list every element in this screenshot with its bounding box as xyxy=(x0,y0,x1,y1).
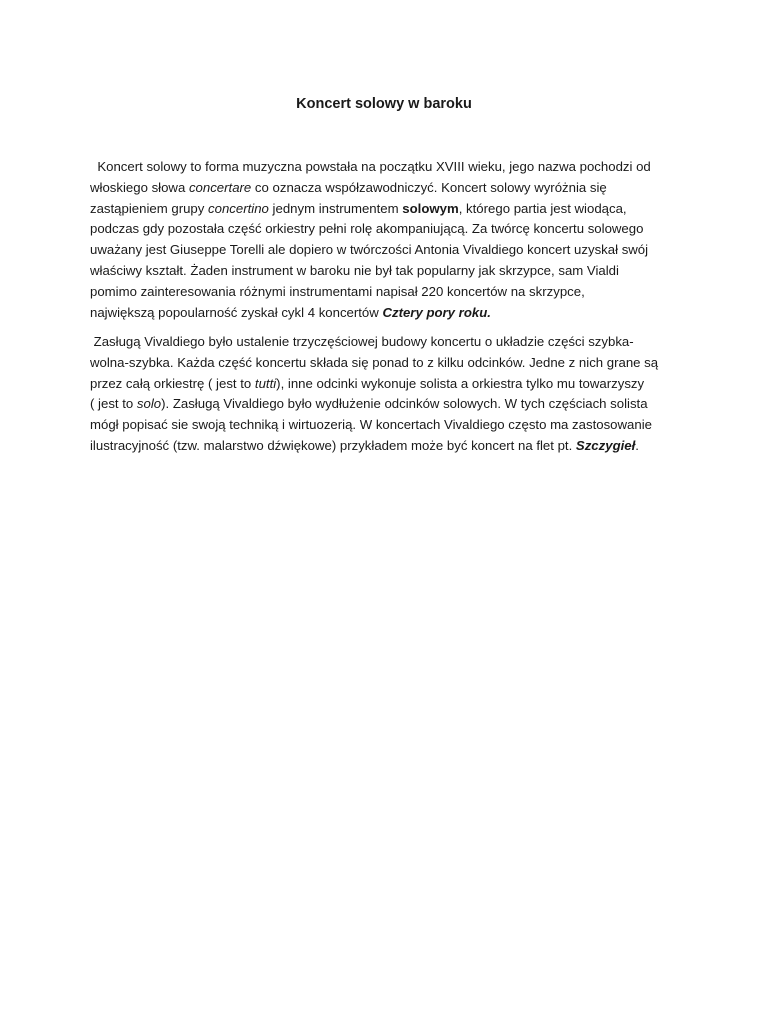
p2-line-1 xyxy=(90,332,682,353)
p1-line-2-text-c: co oznacza współzawodniczyć. Koncert solowy wyróżnia się xyxy=(251,179,607,195)
p1-line-8 xyxy=(90,303,682,324)
p2-line-3-text-a: przez całą orkiestrę ( jest to xyxy=(90,375,255,391)
p2-line-4-text-c: ). Zasługą Vivaldiego było wydłużenie odcinków solowych. W tych częściach solista xyxy=(161,396,648,412)
p1-line-3-text-a: zastąpieniem grupy xyxy=(90,200,209,216)
p2-line-6-text-c: . xyxy=(635,437,639,453)
p2-line-3-text-c: ), inne odcinki wykonuje solista a orkiestra tylko mu towarzyszy xyxy=(276,375,645,391)
p1-line-3-text-e: , którego partia jest wiodąca, xyxy=(458,200,627,216)
p1-line-7: pomimo zainteresowania różnymi instrumentami napisał 220 koncertów na skrzypce, xyxy=(90,283,585,299)
term-concertare: concertare xyxy=(188,179,252,195)
p2-line-6 xyxy=(90,436,682,457)
p1-line-6: właściwy kształt. Żaden instrument w baroku nie był tak popularny jak skrzypce, sam Vialdi xyxy=(90,262,619,278)
paragraph-1 xyxy=(90,157,682,323)
p1-line-4: podczas gdy pozostała część orkiestry pełni rolę akompaniującą. Za twórcę koncertu solowego xyxy=(90,221,644,237)
p2-line-4 xyxy=(90,394,682,415)
p2-line-1-text: Zasługą Vivaldiego było ustalenie trzyczęściowej budowy koncertu o układzie części szybka- xyxy=(90,334,634,349)
p1-line-1-text: Koncert solowy to forma muzyczna powstała na początku XVIII wieku, jego nazwa pochodzi od xyxy=(90,159,651,174)
term-solowym: solowym xyxy=(402,200,459,216)
p2-line-2: wolna-szybka. Każda część koncertu składa się ponad to z kilku odcinków. Jedne z nich grane są xyxy=(90,354,659,370)
p1-line-2 xyxy=(90,178,682,199)
p1-line-5: uważany jest Giuseppe Torelli ale dopiero w twórczości Antonia Vivaldiego koncert uzyskał swój xyxy=(90,242,649,258)
term-solo: solo xyxy=(136,396,162,412)
term-tutti: tutti xyxy=(254,375,277,391)
p1-line-2-text-a: włoskiego słowa xyxy=(90,179,189,195)
p2-line-3 xyxy=(90,374,682,395)
document-title: Koncert solowy w baroku xyxy=(296,96,472,112)
paragraph-2 xyxy=(90,332,682,457)
title-cztery-pory-roku: Cztery pory roku. xyxy=(382,304,491,320)
p2-line-4-text-a: ( jest to xyxy=(90,396,137,412)
p1-line-3 xyxy=(90,199,682,220)
term-concertino: concertino xyxy=(208,200,269,216)
title-szczygiel: Szczygieł xyxy=(575,437,636,453)
p1-line-8-text-a: największą popoularność zyskał cykl 4 koncertów xyxy=(90,304,383,320)
p1-line-3-text-c: jednym instrumentem xyxy=(268,200,403,216)
p1-line-1 xyxy=(90,157,682,178)
p2-line-6-text-a: ilustracyjność (tzw. malarstwo dźwiękowe) przykładem może być koncert na flet pt. xyxy=(90,437,576,453)
p2-line-5: mógł popisać sie swoją techniką i wirtuozerią. W koncertach Vivaldiego często ma zastosowanie xyxy=(90,417,652,433)
